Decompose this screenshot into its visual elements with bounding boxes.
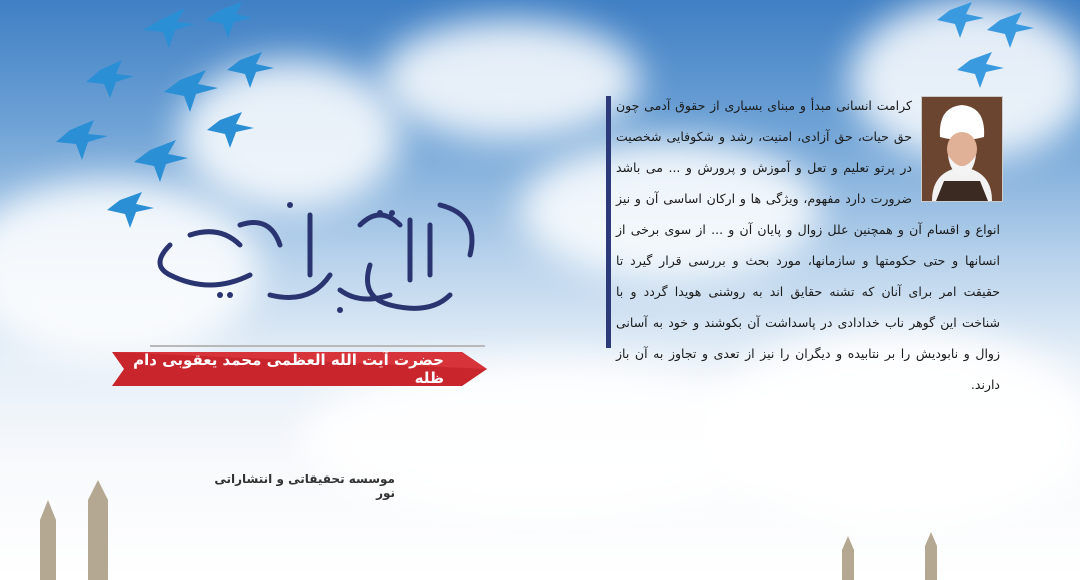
author-portrait [921, 96, 1003, 202]
birds-illustration [930, 0, 1050, 90]
description-body: کرامت انسانی مبدأ و مبنای بسیاری از حقوق آدمی چون حق حیات، حق آزادی، امنیت، رشد و شکوفایی شخصیت در پرتو تعلیم و تعل و آموزش و پرورش و ... می باشد ضرورت دارد مفهوم، ویژگی ها و ارکان اساسی آن و نیز انواع و اقسام آن و همچنین علل زوال و پایان آن و ... از سوی برخی از انسانها و حتی حکومتها و سازمانها، مورد بحث و بررسی قرار گیرد تا حقیقت امر برای آنان که تشنه حقایق اند به روشنی هویدا گردد و با شناخت این گوهر ناب خدادادی در پاسداشت آن بکوشند و خود به آسانی زوال و نابودیش را بر نتابیده و دیگران را نیز از تعدی و تجاوز به آن باز دارند. [616, 98, 1000, 392]
portrait-image [922, 97, 1002, 201]
author-name: حضرت آیت الله العظمی محمد یعقوبی دام ظله [133, 351, 444, 387]
title-calligraphy [130, 185, 510, 335]
cloud [380, 20, 640, 140]
shrine-skyline [0, 480, 1080, 580]
publisher-name: موسسه تحقیقاتی و انتشاراتی نور [214, 472, 395, 500]
title-divider [150, 345, 485, 347]
